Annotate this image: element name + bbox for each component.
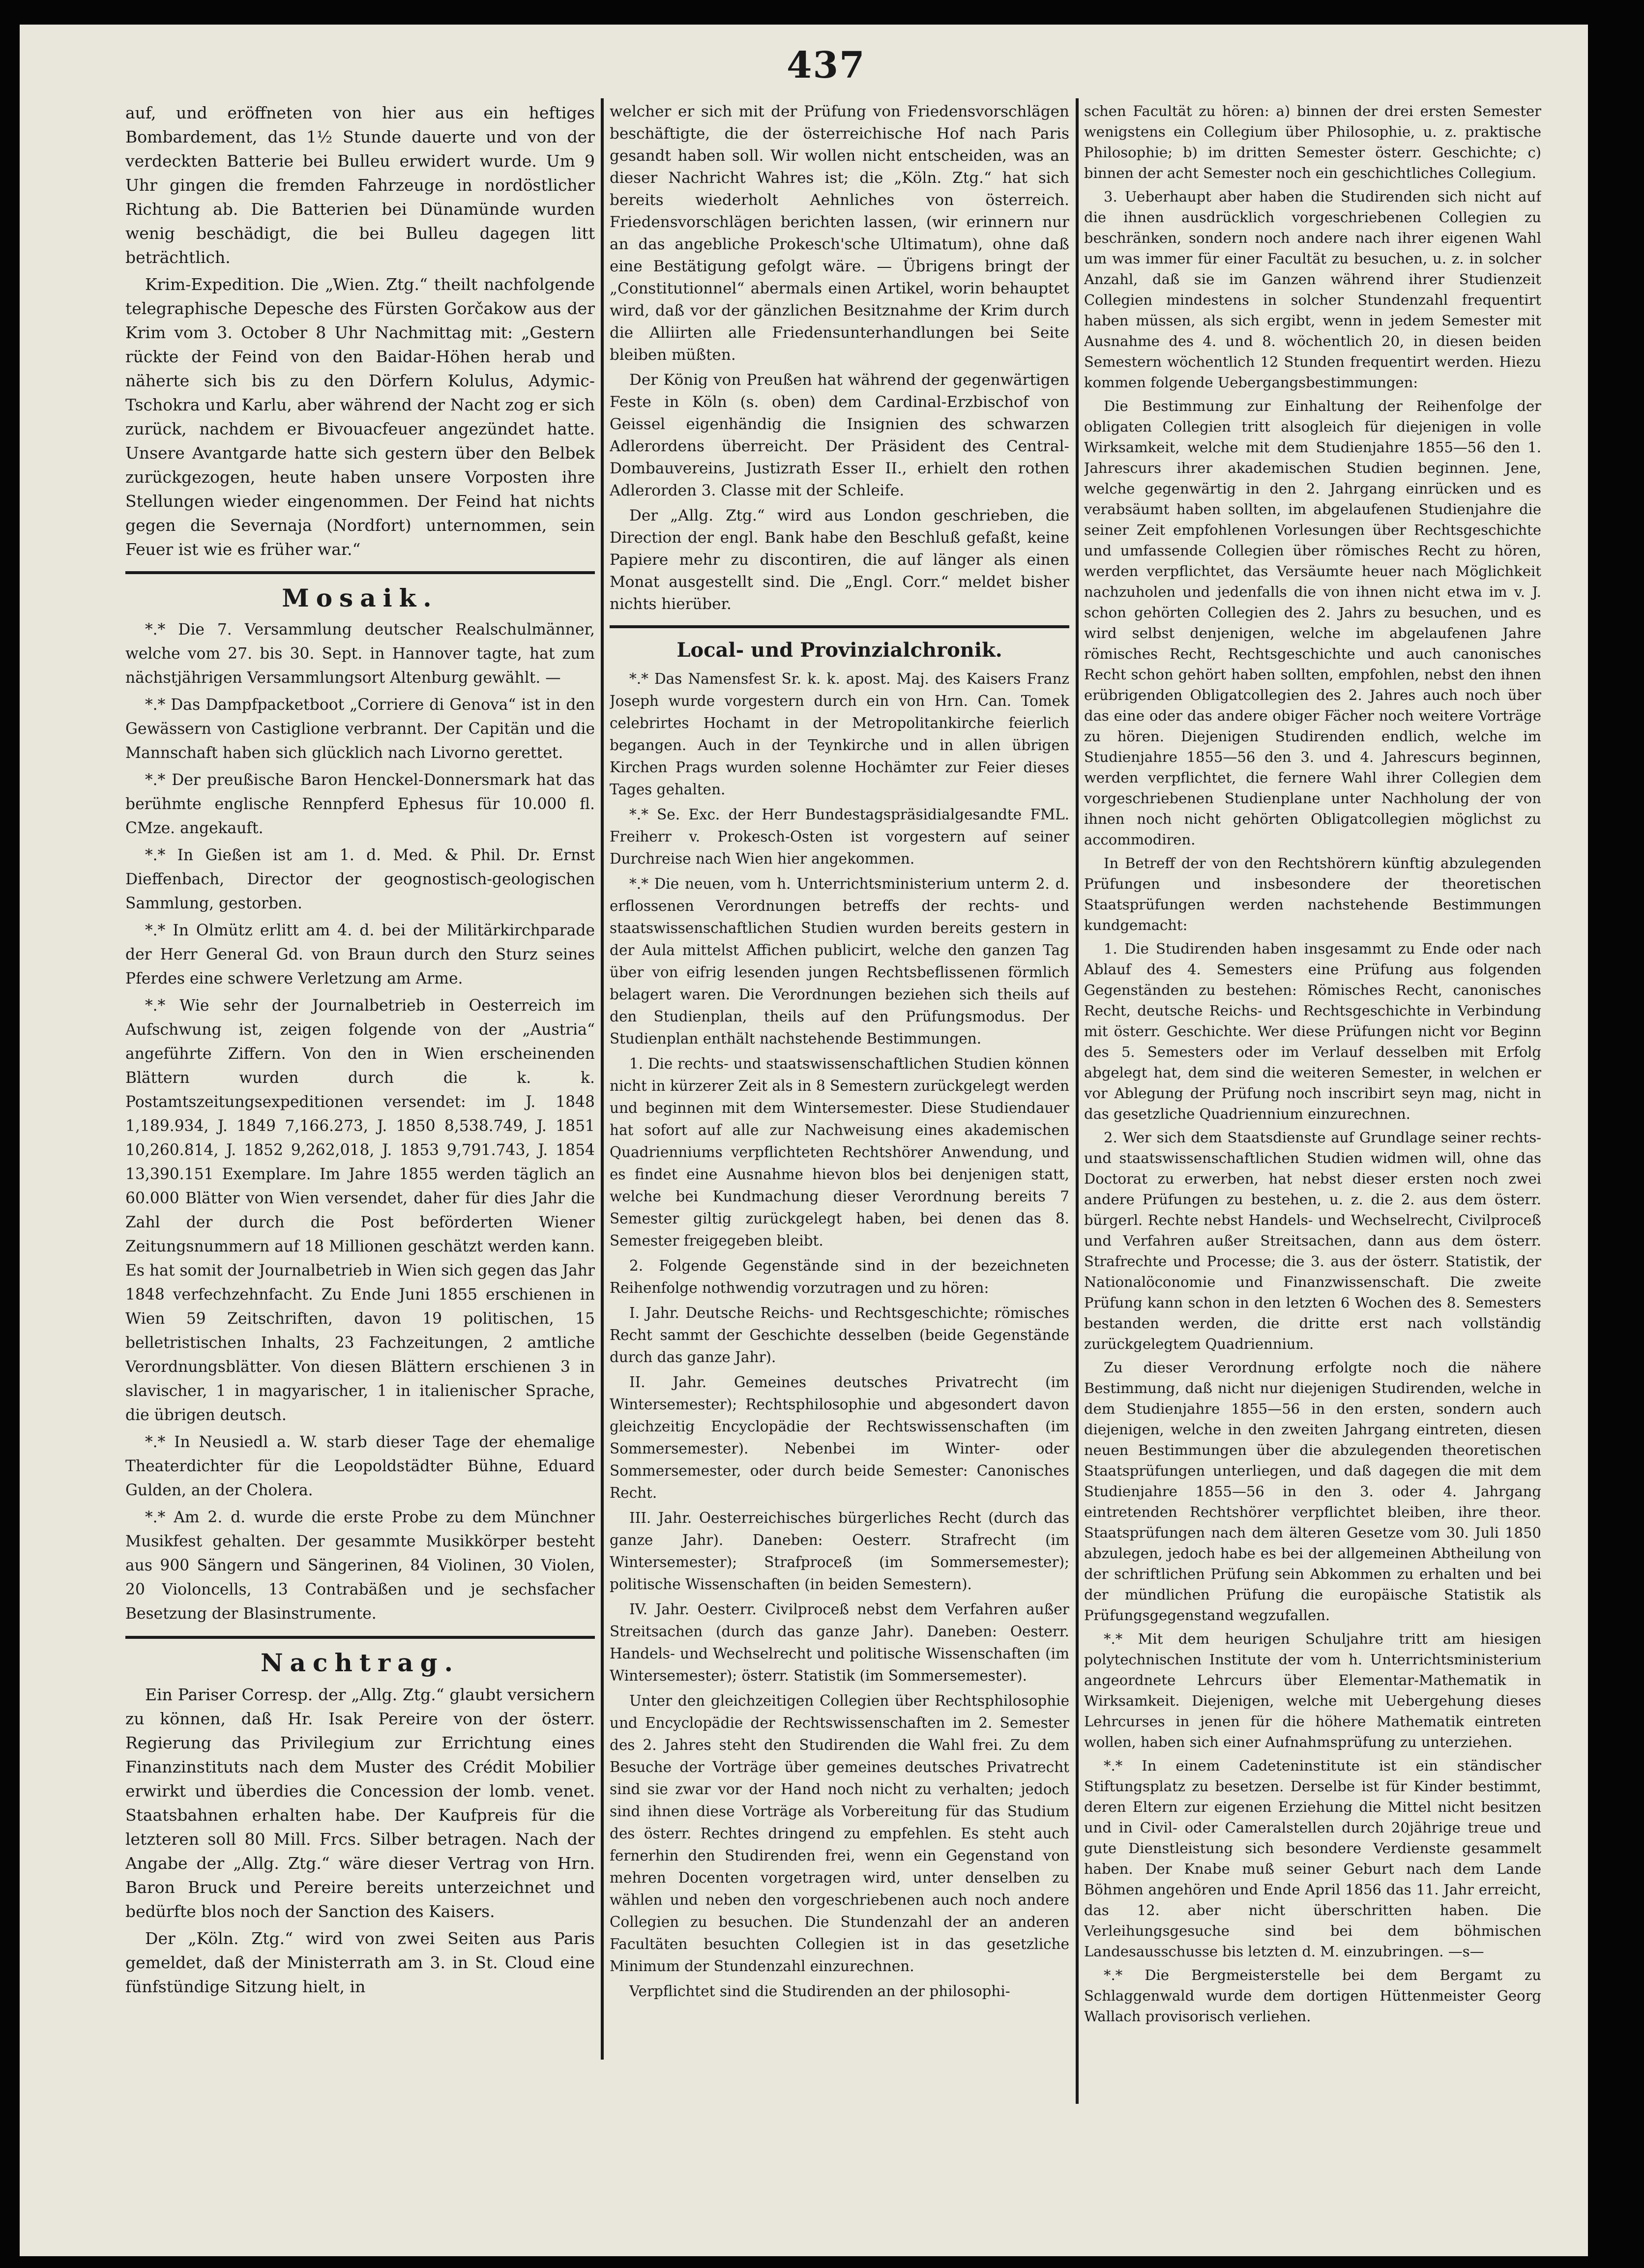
news-item: *.* Mit dem heurigen Schuljahre tritt am hiesigen polytechnischen Institute der vom h. Unterrichtsministerium angeordnete Lehrcurs über Elementar-Mathematik in Wirksamkeit. Diejenigen, welche mit Uebergehung dieses Lehrcurses in jenen für die höhere Mathematik eintreten wollen, haben sich einer Aufnahmsprüfung zu unterziehen.: [1084, 1630, 1541, 1750]
news-item: *.* Die neuen, vom h. Unterrichtsministerium unterm 2. d. erflossenen Verordnungen betreffs der rechts- und staatswissenschaftlichen Studien wurden bereits gestern in der Aula mittelst Affichen publicirt, welche den ganzen Tag über von eifrig lesenden jungen Rechtsbeflissenen förmlich belagert waren. Die Verordnungen beziehen sich theils auf den Studienplan, theils auf den Prüfungsmodus. Der Studienplan enthält nachstehende Bestimmungen.: [610, 875, 1069, 1047]
news-item: *.* Am 2. d. wurde die erste Probe zu dem Münchner Musikfest gehalten. Der gesammte Musikkörper besteht aus 900 Sängern und Sängerinen, 84 Violinen, 30 Violen, 20 Violoncells, 13 Contrabäßen und je sechsfacher Besetzung der Blasinstrumente.: [125, 1509, 595, 1623]
news-item: *.* Die Bergmeisterstelle bei dem Bergamt zu Schlaggenwald wurde dem dortigen Hüttenmeister Georg Wallach provisorisch verliehen.: [1084, 1967, 1541, 2025]
news-item: *.* In einem Cadeteninstitute ist ein ständischer Stiftungsplatz zu besetzen. Derselbe ist für Kinder bestimmt, deren Eltern zur eigenen Erziehung die Mittel nicht besitzen und in Civil- oder Cameralstellen durch 20jährige treue und gute Dienstleistung sich besondere Verdienste gesammelt haben. Der Knabe muß seiner Geburt nach dem Lande Böhmen angehören und Ende April 1856 das 11. Jahr erreicht, das 12. aber nicht überschritten haben. Die Verleihungsgesuche sind bei dem böhmischen Landesausschusse bis letzten d. M. einzubringen. —s—: [1084, 1757, 1541, 1960]
news-item: *.* Wie sehr der Journalbetrieb in Oesterreich im Aufschwung ist, zeigen folgende von der „Austria“ angeführte Ziffern. Von den in Wien erscheinenden Blättern wurden durch die k. k. Postamtszeitungsexpeditionen versendet: im J. 1848 1,189.934, J. 1849 7,166.273, J. 1850 8,538.749, J. 1851 10,260.814, J. 1852 9,262,018, J. 1853 9,791.743, J. 1854 13,390.151 Exemplare. Im Jahre 1855 werden täglich an 60.000 Blätter von Wien versendet, daher für dies Jahr die Zahl der durch die Post beförderten Wiener Zeitungsnummern auf 18 Millionen geschätzt werden kann. Es hat somit der Journalbetrieb in Wien sich gegen das Jahr 1848 verfechzehnfacht. Zu Ende Juni 1855 erschienen in Wien 59 Zeitschriften, davon 19 politischen, 15 belletristischen Inhalts, 23 Fachzeitungen, 2 amtliche Verordnungsblätter. Von diesen Blättern erschienen 3 in slavischer, 1 in magyarischer, 1 in italienischer Sprache, die übrigen deutsch.: [125, 997, 595, 1424]
section-divider: [125, 1636, 595, 1639]
column-2: [610, 101, 1069, 2214]
paragraph: Verpflichtet sind die Studirenden an der philosophi-: [629, 1983, 1010, 2000]
paragraph: III. Jahr. Oesterreichisches bürgerliches Recht (durch das ganze Jahr). Daneben: Oesterr. Strafrecht (im Wintersemester); Strafproceß (im Sommersemester); politische Wissenschaften (in beiden Semestern).: [610, 1510, 1069, 1593]
column-1: [125, 101, 595, 2214]
paragraph: schen Facultät zu hören: a) binnen der drei ersten Semester wenigstens ein Collegium über Philosophie, u. z. praktische Philosophie; b) im dritten Semester österr. Geschichte; c) binnen der acht Semester noch ein geschichtliches Collegium.: [1084, 103, 1541, 181]
column-rule-left: [601, 98, 604, 2060]
paragraph: 2. Folgende Gegenstände sind in der bezeichneten Reihenfolge nothwendig vorzutragen und zu hören:: [610, 1257, 1069, 1296]
paragraph: Krim-Expedition. Die „Wien. Ztg.“ theilt nachfolgende telegraphische Depesche des Fürsten Gorčakow aus der Krim vom 3. October 8 Uhr Nachmittag mit: „Gestern rückte der Feind von den Baidar-Höhen herab und näherte sich bis zu den Dörfern Kolulus, Adymic-Tschokra und Karlu, aber während der Nacht zog er sich zurück, nachdem er Bivouacfeuer angezündet hatte. Unsere Avantgarde hatte sich gestern über den Belbek zurückgezogen, heute haben unsere Vorposten ihre Stellungen wieder eingenommen. Der Feind hat nichts gegen die Severnaja (Nordfort) unternommen, sein Feuer ist wie es früher war.“: [125, 275, 595, 559]
news-item: *.* In Gießen ist am 1. d. Med. & Phil. Dr. Ernst Dieffenbach, Director der geognostisch-geologischen Sammlung, gestorben.: [125, 846, 595, 912]
paragraph: Die Bestimmung zur Einhaltung der Reihenfolge der obligaten Collegien tritt alsogleich für diejenigen in volle Wirksamkeit, welche mit dem Studienjahre 1855—56 den 1. Jahrescurs ihrer akademischen Studien beginnen. Jene, welche gegenwärtig in den 2. Jahrgang einrücken und es verabsäumt haben sollten, im abgelaufenen Studienjahre die seiner Zeit empfohlenen Vorlesungen über Rechtsgeschichte und umfassende Collegien über römisches Recht zu hören, werden verpflichtet, das Versäumte heuer nach Möglichkeit nachzuholen und jedenfalls die von ihnen nicht etwa im v. J. schon gehörten Collegien des 2. Jahrs zu besuchen, und es wird selbst denjenigen, welche im abgelaufenen Jahre römisches Recht, Rechtsgeschichte und auch canonisches Recht schon gehört haben sollten, empfohlen, nebst den ihnen erübrigenden Obligatcollegien des 2. Jahres auch noch über das eine oder das andere obiger Fächer noch weitere Vorträge zu hören. Diejenigen Studirenden endlich, welche im Studienjahre 1855—56 den 3. und 4. Jahrescurs beginnen, werden verpflichtet, die fernere Wahl ihrer Collegien dem vorgeschriebenen Studienplane unter Nachholung der von ihnen noch nicht gehörten Obligatcollegien möglichst zu accommodiren.: [1084, 398, 1541, 848]
section-divider: [125, 571, 595, 574]
news-item: *.* In Olmütz erlitt am 4. d. bei der Militärkirchparade der Herr General Gd. von Braun durch den Sturz seines Pferdes eine schwere Verletzung am Arme.: [125, 922, 595, 988]
paragraph: Der König von Preußen hat während der gegenwärtigen Feste in Köln (s. oben) dem Cardinal-Erzbischof von Geissel eigenhändig die Insignien des schwarzen Adlerordens überreicht. Der Präsident des Central-Dombauvereins, Justizrath Esser II., erhielt den rothen Adlerorden 3. Classe mit der Schleife.: [610, 371, 1069, 499]
paragraph: 2. Wer sich dem Staatsdienste auf Grundlage seiner rechts- und staatswissenschaftlichen Studien widmen will, ohne das Doctorat zu erwerben, hat nebst dieser ersten noch zwei andere Prüfungen zu bestehen, u. z. die 2. aus dem österr. bürgerl. Rechte nebst Handels- und Wechselrecht, Civilproceß und Verfahren außer Streitsachen, dann aus dem österr. Strafrechte und Processe; die 3. aus der österr. Statistik, der Nationalöconomie und Finanzwissenschaft. Die zweite Prüfung kann schon in den letzten 6 Wochen des 8. Semesters bestanden werden, die dritte erst nach vollständig zurückgelegtem Quadriennium.: [1084, 1129, 1541, 1352]
paragraph: IV. Jahr. Oesterr. Civilproceß nebst dem Verfahren außer Streitsachen (durch das ganze Jahr). Daneben: Oesterr. Handels- und Wechselrecht und politische Wissenschaften (im Wintersemester); österr. Statistik (im Sommersemester).: [610, 1601, 1069, 1684]
paragraph: Zu dieser Verordnung erfolgte noch die nähere Bestimmung, daß nicht nur diejenigen Studirenden, welche in dem Studienjahre 1855—56 in den ersten, sondern auch diejenigen, welche in den zweiten Jahrgang eintreten, diesen neuen Bestimmungen über die abzulegenden theoretischen Staatsprüfungen unterliegen, und daß dagegen die mit dem Studienjahre 1855—56 in den 3. oder 4. Jahrgang eintretenden Rechtshörer verpflichtet bleiben, ihre theor. Staatsprüfungen nach dem älteren Gesetze vom 30. Juli 1850 abzulegen, jedoch habe es bei der allgemeinen Abtheilung von der schriftlichen Prüfung sein Abkommen zu erhalten und bei der mündlichen Prüfung die europäische Statistik als Prüfungsgegenstand wegzufallen.: [1084, 1359, 1541, 1624]
column-3: [1084, 101, 1541, 2214]
section-heading-local: Local- und Provinzialchronik.: [676, 639, 1002, 662]
paragraph: Der „Köln. Ztg.“ wird von zwei Seiten aus Paris gemeldet, daß der Ministerrath am 3. in St. Cloud eine fünfstündige Sitzung hielt, in: [125, 1929, 595, 1996]
paragraph: 3. Ueberhaupt aber haben die Studirenden sich nicht auf die ihnen ausdrücklich vorgeschriebenen Collegien zu beschränken, sondern noch andere nach ihrer eigenen Wahl um was immer für einer Facultät zu besuchen, u. z. in solcher Anzahl, daß sie im Ganzen während ihrer Studienzeit Collegien mindestens in solcher Stundenzahl frequentirt haben müssen, als sich ergibt, wenn in jedem Semester mit Ausnahme des 4. und 8. wöchentlich 20, in diesen beiden Semestern wöchentlich 12 Stunden frequentirt werden. Hiezu kommen folgende Uebergangsbestimmungen:: [1084, 188, 1541, 391]
paragraph: welcher er sich mit der Prüfung von Friedensvorschlägen beschäftigte, die der österreichische Hof nach Paris gesandt haben soll. Wir wollen nicht entscheiden, was an dieser Nachricht Wahres ist; die „Köln. Ztg.“ hat sich bereits wiederholt Aehnliches von österreich. Friedensvorschlägen berichten lassen, (wir erinnern nur an das angebliche Prokesch'sche Ultimatum), ohne daß eine Bestätigung gefolgt wäre. — Übrigens bringt der „Constitutionnel“ abermals einen Artikel, worin behauptet wird, daß vor der gänzlichen Besitznahme der Krim durch die Alliirten alle Friedensunterhandlungen bei Seite bleiben müßten.: [610, 103, 1069, 364]
news-item: *.* In Neusiedl a. W. starb dieser Tage der ehemalige Theaterdichter für die Leopoldstädter Bühne, Eduard Gulden, an der Cholera.: [125, 1433, 595, 1499]
paragraph: 1. Die rechts- und staatswissenschaftlichen Studien können nicht in kürzerer Zeit als in 8 Semestern zurückgelegt werden und beginnen mit dem Wintersemester. Diese Studiendauer hat sofort auf alle zur Nachweisung eines akademischen Quadrienniums verpflichteten Rechtshörer Anwendung, und es findet eine Ausnahme hievon blos bei denjenigen statt, welche bei Kundmachung dieser Verordnung bereits 7 Semester giltig zurückgelegt haben, bei denen das 8. Semester freigegeben bleibt.: [610, 1055, 1069, 1249]
paragraph: auf, und eröffneten von hier aus ein heftiges Bombardement, das 1½ Stunde dauerte und von der verdeckten Batterie bei Bulleu erwidert wurde. Um 9 Uhr gingen die fremden Fahrzeuge in nordöstlicher Richtung ab. Die Batterien bei Dünamünde wurden wenig beschädigt, die bei Bulleu dagegen litt beträchtlich.: [125, 103, 595, 267]
news-item: *.* Der preußische Baron Henckel-Donnersmark hat das berühmte englische Rennpferd Ephesus für 10.000 fl. CMze. angekauft.: [125, 771, 595, 837]
section-heading-nachtrag: Nachtrag.: [260, 1648, 460, 1677]
newspaper-page: [20, 25, 1588, 2256]
paragraph: In Betreff der von den Rechtshörern künftig abzulegenden Prüfungen und insbesondere der theoretischen Staatsprüfungen werden nachstehende Bestimmungen kundgemacht:: [1084, 855, 1541, 933]
paragraph: Der „Allg. Ztg.“ wird aus London geschrieben, die Direction der engl. Bank habe den Beschluß gefaßt, keine Papiere mehr zu discontiren, die auf länger als einen Monat ausgestellt sind. Die „Engl. Corr.“ meldet bisher nichts hierüber.: [610, 507, 1069, 613]
paragraph: 1. Die Studirenden haben insgesammt zu Ende oder nach Ablauf des 4. Semesters eine Prüfung aus folgenden Gegenständen zu bestehen: Römisches Recht, canonisches Recht, deutsche Reichs- und Rechtsgeschichte in Verbindung mit österr. Geschichte. Wer diese Prüfungen nicht vor Beginn des 5. Semesters oder im Verlauf desselben mit Erfolg abgelegt hat, dem sind die weiteren Semester, in welchen er vor Ablegung der Prüfung noch inscribirt seyn mag, nicht in das gesetzliche Quadriennium einzurechnen.: [1084, 940, 1541, 1122]
news-item: *.* Se. Exc. der Herr Bundestagspräsidialgesandte FML. Freiherr v. Prokesch-Osten ist vorgestern auf seiner Durchreise nach Wien hier angekommen.: [610, 806, 1069, 867]
section-divider: [610, 625, 1069, 628]
paragraph: II. Jahr. Gemeines deutsches Privatrecht (im Wintersemester); Rechtsphilosophie und abgesondert davon gleichzeitig Encyclopädie der Rechtswissenschaften (im Sommersemester). Nebenbei im Winter- oder Sommersemester, oder durch beide Semester: Canonisches Recht.: [610, 1374, 1069, 1501]
paragraph: Ein Pariser Corresp. der „Allg. Ztg.“ glaubt versichern zu können, daß Hr. Isak Pereire von der österr. Regierung das Privilegium zur Errichtung eines Finanzinstituts nach dem Muster des Crédit Mobilier erwirkt und überdies die Concession der lomb. venet. Staatsbahnen erhalten habe. Der Kaufpreis für die letzteren soll 80 Mill. Frcs. Silber betragen. Nach der Angabe der „Allg. Ztg.“ wäre dieser Vertrag von Hrn. Baron Bruck und Pereire bereits unterzeichnet und bedürfte blos noch der Sanction des Kaisers.: [125, 1685, 595, 1921]
page-number: 437: [787, 44, 866, 87]
column-rule-right: [1076, 98, 1079, 2104]
section-heading-mosaik: Mosaik.: [282, 583, 439, 612]
news-item: *.* Die 7. Versammlung deutscher Realschulmänner, welche vom 27. bis 30. Sept. in Hannover tagte, hat zum nächstjährigen Versammlungsort Altenburg gewählt. —: [125, 621, 595, 687]
news-item: *.* Das Dampfpacketboot „Corriere di Genova“ ist in den Gewässern von Castiglione verbrannt. Der Capitän und die Mannschaft haben sich glücklich nach Livorno gerettet.: [125, 696, 595, 762]
paragraph: Unter den gleichzeitigen Collegien über Rechtsphilosophie und Encyclopädie der Rechtswissenschaften im 2. Semester des 2. Jahres steht den Studirenden die Wahl frei. Zu dem Besuche der Vorträge über gemeines deutsches Privatrecht sind sie zwar vor der Hand noch nicht zu verhalten; jedoch sind ihnen diese Vorträge als Vorbereitung für das Studium des österr. Rechtes dringend zu empfehlen. Es steht auch fernerhin den Studirenden frei, wenn ein Gegenstand von mehren Docenten vorgetragen wird, unter denselben zu wählen und neben den vorgeschriebenen auch noch andere Collegien zu besuchen. Die Stundenzahl der an anderen Facultäten besuchten Collegien ist in das gesetzliche Minimum der Stundenzahl einzurechnen.: [610, 1692, 1069, 1975]
news-item: *.* Das Namensfest Sr. k. k. apost. Maj. des Kaisers Franz Joseph wurde vorgestern durch ein von Hrn. Can. Tomek celebrirtes Hochamt in der Metropolitankirche feierlich begangen. Auch in der Teynkirche und in allen übrigen Kirchen Prags wurden solenne Hochämter zur Feier dieses Tages gehalten.: [610, 670, 1069, 798]
paragraph: I. Jahr. Deutsche Reichs- und Rechtsgeschichte; römisches Recht sammt der Geschichte desselben (beide Gegenstände durch das ganze Jahr).: [610, 1305, 1069, 1366]
